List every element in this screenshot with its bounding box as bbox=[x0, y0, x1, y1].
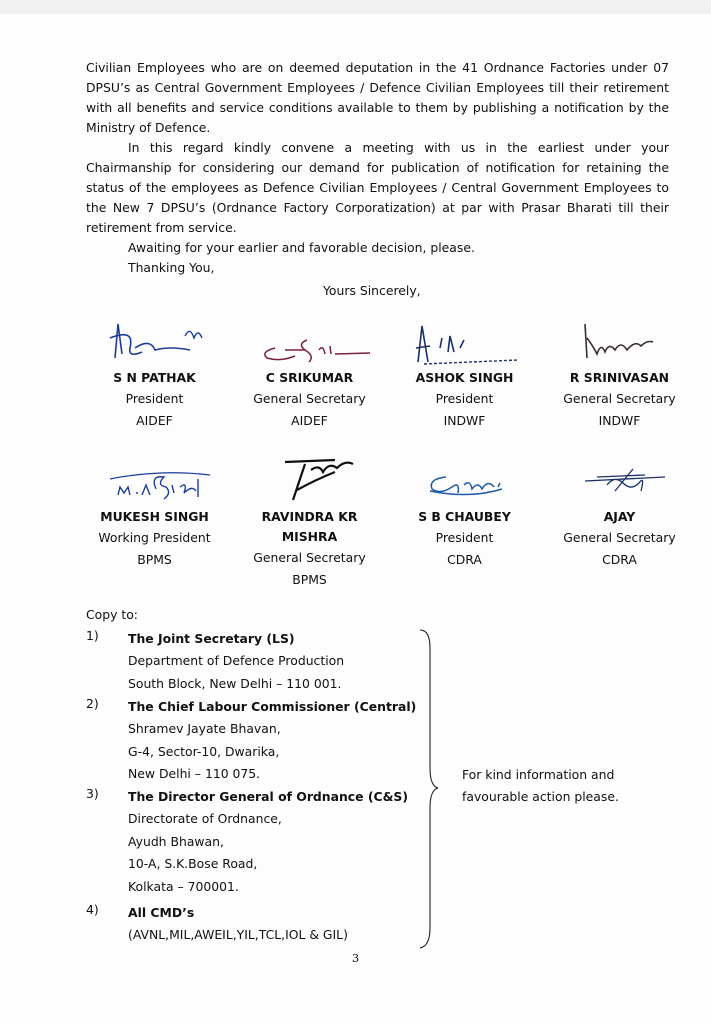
signatory-block bbox=[232, 318, 387, 432]
signatory-title: General Secretary bbox=[563, 391, 676, 406]
copy-to-number: 2) bbox=[86, 696, 99, 711]
address-line: New Delhi – 110 075. bbox=[128, 766, 261, 781]
signature-handwritten bbox=[80, 455, 230, 507]
signatory-title: General Secretary bbox=[563, 530, 676, 545]
copy-to-recipient: The Director General of Ordnance (C&S) bbox=[128, 789, 409, 804]
address-line: G-4, Sector-10, Dwarika, bbox=[128, 743, 280, 759]
signatory-title: President bbox=[435, 530, 494, 545]
signatory-block bbox=[542, 455, 697, 571]
signature-handwritten bbox=[235, 450, 385, 507]
copy-to-recipient: All CMD’s bbox=[128, 905, 195, 920]
signatory-block bbox=[77, 455, 232, 571]
address-line: (AVNL,MIL,AWEIL,YIL,TCL,IOL & GIL) bbox=[128, 927, 348, 942]
signatory-block bbox=[77, 318, 232, 432]
signature-handwritten bbox=[390, 318, 540, 368]
address-line: Shramev Jayate Bhavan, bbox=[128, 721, 281, 736]
closing-line: Yours Sincerely, bbox=[323, 283, 421, 298]
signatory-block bbox=[387, 318, 542, 432]
signatory-block bbox=[542, 318, 697, 432]
signatory-block bbox=[232, 450, 387, 591]
address-line: Kolkata – 700001. bbox=[128, 878, 239, 894]
signatory-org: BPMS bbox=[292, 572, 327, 587]
right-curly-brace bbox=[416, 628, 440, 950]
signatory-name: S B CHAUBEY bbox=[418, 509, 511, 524]
signatory-title: President bbox=[435, 391, 494, 406]
address-line: Department of Defence Production bbox=[128, 653, 345, 668]
signature-handwritten bbox=[545, 318, 695, 368]
signature-handwritten bbox=[545, 455, 695, 507]
address-line: 10-A, S.K.Bose Road, bbox=[128, 856, 258, 871]
copy-to-recipient: The Joint Secretary (LS) bbox=[128, 631, 295, 646]
signatory-block bbox=[387, 455, 542, 571]
awaiting-line: Awaiting for your earlier and favorable decision, please. bbox=[128, 240, 475, 255]
body-paragraph-1: Civilian Employees who are on deemed deputation in the 41 Ordnance Factories under 07 DPSU’s as Central Government Employees / Defence Civilian Employees till their retirement with all benefits and service conditions available to them by publishing a notification by the Ministry of Defence. bbox=[86, 60, 669, 135]
address-line: South Block, New Delhi – 110 001. bbox=[128, 675, 342, 691]
signatory-title: President bbox=[125, 391, 184, 406]
copy-to-title: Copy to: bbox=[86, 607, 138, 622]
copy-to-number: 3) bbox=[86, 786, 99, 801]
page-top-band bbox=[0, 0, 711, 14]
signature-handwritten bbox=[235, 318, 385, 368]
copy-to-recipient: The Chief Labour Commissioner (Central) bbox=[128, 699, 417, 714]
copy-to-number: 4) bbox=[86, 902, 99, 917]
copy-to-note bbox=[462, 764, 619, 808]
signatory-name: C SRIKUMAR bbox=[265, 370, 354, 385]
signatory-org: INDWF bbox=[598, 413, 641, 428]
signatory-org: AIDEF bbox=[291, 413, 328, 428]
page-number: 3 bbox=[351, 951, 360, 965]
signatory-org: AIDEF bbox=[136, 413, 173, 428]
thanking-line: Thanking You, bbox=[128, 260, 215, 275]
note-line: favourable action please. bbox=[462, 789, 619, 804]
signatory-name: R SRINIVASAN bbox=[569, 370, 670, 385]
signatory-org: BPMS bbox=[137, 552, 172, 567]
signatory-name: AJAY bbox=[603, 509, 636, 524]
signatory-name: RAVINDRA KR MISHRA bbox=[261, 509, 358, 544]
signatory-title: General Secretary bbox=[253, 550, 366, 565]
signatory-name: MUKESH SINGH bbox=[100, 509, 209, 524]
copy-to-number: 1) bbox=[86, 628, 99, 643]
address-line: Ayudh Bhawan, bbox=[128, 833, 224, 849]
note-line: For kind information and bbox=[462, 767, 615, 782]
signatory-title: Working President bbox=[98, 530, 211, 545]
body-paragraph-2: In this regard kindly convene a meeting with us in the earliest under your Chairmanship for considering our demand for publication of notification for retaining the status of the employees as Defence Civilian Employees / Central Government Employees to the New 7 DPSU’s (Ordnance Factory Corporatization) at par with Prasar Bharati till their retirement from service. bbox=[86, 140, 669, 235]
signatory-org: CDRA bbox=[602, 552, 637, 567]
signatory-org: CDRA bbox=[447, 552, 482, 567]
signatory-title: General Secretary bbox=[253, 391, 366, 406]
signature-handwritten bbox=[80, 318, 230, 368]
signature-handwritten bbox=[390, 455, 540, 507]
signatory-org: INDWF bbox=[443, 413, 486, 428]
address-line: Directorate of Ordnance, bbox=[128, 811, 282, 826]
signatory-name: ASHOK SINGH bbox=[415, 370, 514, 385]
signatory-name: S N PATHAK bbox=[113, 370, 196, 385]
